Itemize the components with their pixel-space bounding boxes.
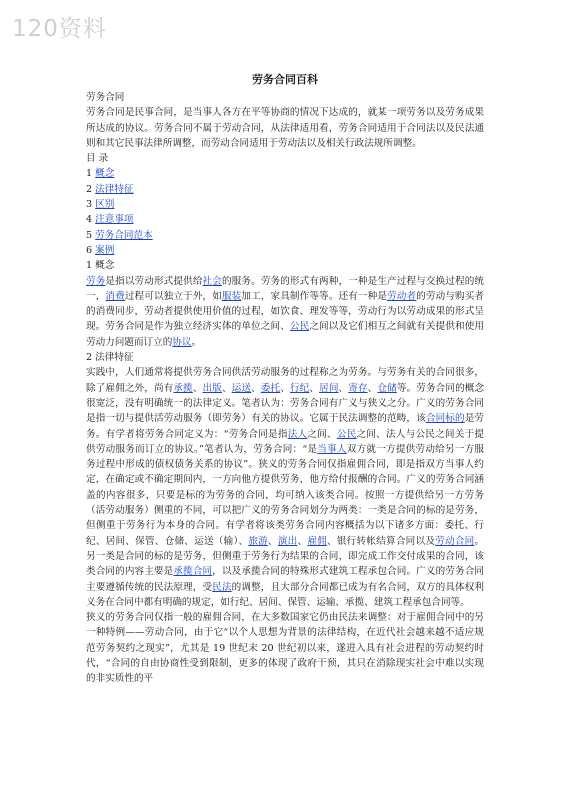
page-title: 劳务合同百科 [252, 73, 318, 86]
paragraph [86, 151, 484, 166]
inline-link[interactable]: 委托 [260, 382, 281, 394]
inline-link[interactable]: 注意事项 [95, 214, 134, 226]
inline-link[interactable]: 概念 [95, 168, 115, 180]
text-run: 的调整，且大部分合同都已成为有名合同，双方的具体权利义务在合同中都有明确的规定，如行纪、居间、保管、运输、承揽、建筑工程承包合同等。 [86, 581, 485, 608]
text-run: 、 [367, 382, 378, 394]
text-run: 、 [309, 382, 320, 394]
inline-link[interactable]: 案例 [95, 244, 115, 256]
text-run: 、 [221, 382, 232, 394]
paragraph [86, 365, 484, 610]
text-run: 劳务合同 [86, 92, 125, 103]
inline-link[interactable]: 民法 [212, 581, 232, 593]
inline-link[interactable]: 消费 [105, 290, 125, 302]
text-run: 、银行转帐结算合同以及 [327, 535, 436, 547]
text-run: 等。劳务合同的概念很宽泛，没有明确统一的法律定义。笔者认为：劳务合同有广义与狭义之分。广义的劳务合同是指一切与提供活劳动服务（即劳务）有关的协议。它属于民法调整的范畴，该 [86, 382, 485, 425]
text-run: 加工，家具制作等等。还有一种是 [241, 290, 388, 302]
text-run: 6 [86, 244, 96, 256]
inline-link[interactable]: 协议 [172, 336, 192, 348]
text-run: 4 [86, 214, 96, 226]
toc-item [86, 182, 484, 197]
inline-link[interactable]: 出版 [202, 382, 222, 394]
text-run: 之间、 [307, 428, 337, 440]
inline-link[interactable]: 劳动者 [387, 290, 417, 302]
inline-link[interactable]: 服装 [221, 290, 242, 302]
text-run: 狭义的劳务合同仅指一般的雇佣合同，在大多数国家它仍由民法来调整：对于雇佣合同中的另一种特例——劳动合同，由于它“以个人思想为背景的法律结构，在近代社会越来越不适应规范劳务契约之现实”，尤其是 19 世纪末 20 世纪初以来，遂进入具有社会进程的劳动契约时代，“合同的自由协商性受到限制，更多的体现了政府干预，其只在消除现实社会中难以实现的非实质性的平 [86, 612, 484, 685]
paragraph [86, 105, 484, 151]
toc-item [86, 197, 484, 212]
text-run: 双方就一方提供劳动给另一方服务过程中形成的债权债务关系的协议”。狭义的劳务合同仅指雇佣合同，即是指双方当事人约定，在确定或不确定期间内，一方向他方提供劳务，他方给付报酬的合同。广义的劳务合同涵盖的内容很多，只要是标的为劳务的合同，均可纳入该类合同。按照一方提供给另一方劳务（活劳动服务）侧重的不同，可以把广义的劳务合同划分为两类：一类是合同的标的是劳务，但侧重于劳务行为本身的合同。有学者将该类劳务合同内容概括为以下诸多方面：委托、行纪、居间、保管、仓储、运送（输）、 [86, 443, 485, 547]
inline-link[interactable]: 区别 [95, 199, 115, 211]
text-run: 1 [86, 168, 96, 180]
inline-link[interactable]: 旅游 [248, 535, 268, 547]
inline-link[interactable]: 运送 [231, 382, 252, 394]
text-run: 的劳动与购买者的消费同步，劳动者提供使用价值的过程，如饮食、理发等等，劳动行为以劳动成果的形式呈现。劳务合同是作为独立经济实体的单位之间、 [86, 290, 485, 333]
inline-link[interactable]: 寄存 [348, 382, 368, 394]
text-run: 、 [297, 535, 308, 547]
paragraph [86, 610, 484, 686]
inline-link[interactable]: 当事人 [317, 443, 347, 455]
toc-item [86, 243, 484, 258]
text-run: 、 [251, 382, 261, 394]
inline-link[interactable]: 雇佣 [307, 535, 328, 547]
text-run: 是指以劳动形式提供给 [105, 275, 203, 287]
inline-link[interactable]: 居间 [319, 382, 339, 394]
text-run: 。 [191, 336, 202, 348]
text-run: ，以及承揽合同的特殊形式建筑工程承包合同。广义的劳务合同主要遵循传统的民法原理，受 [86, 566, 485, 593]
toc-item [86, 166, 484, 181]
text-run: 、 [192, 382, 203, 394]
inline-link[interactable]: 演出 [277, 535, 298, 547]
text-run: 是劳务。有学者将劳务合同定义为：“劳务合同是指 [86, 413, 485, 440]
paragraph [86, 274, 484, 350]
text-run: 之间以及它们相互之间就有关提供和使用劳动力问题而订立的 [86, 321, 485, 348]
inline-link[interactable]: 承揽合同 [173, 566, 213, 578]
text-run: 2 法律特征 [86, 352, 134, 364]
inline-link[interactable]: 社会 [202, 275, 222, 287]
document-body [86, 72, 484, 687]
text-run: 劳务合同是民事合同，是当事人各方在平等协商的情况下达成的，就某一项劳务以及劳务成果所达成的协议。劳务合同不属于劳动合同，从法律适用看，劳务合同适用于合同法以及民法通则和其它民事法律所调整，而劳动合同适用于劳动法以及相关行政法规所调整。 [86, 107, 484, 149]
text-run: 的服务。劳务的形式有两种，一种是生产过程与交换过程的统一， [86, 275, 485, 302]
text-run: 1 概念 [86, 260, 115, 272]
toc-item [86, 228, 484, 243]
text-run: 3 [86, 199, 96, 211]
inline-link[interactable]: 公民 [289, 321, 310, 333]
inline-link[interactable]: 行纪 [289, 382, 310, 394]
toc-item [86, 212, 484, 227]
inline-link[interactable]: 劳动合同 [435, 535, 475, 547]
inline-link[interactable]: 公民 [336, 428, 357, 440]
text-run: 、 [267, 535, 278, 547]
inline-link[interactable]: 法人 [287, 428, 308, 440]
text-run: 、 [338, 382, 349, 394]
text-run: 之间、法人与公民之间关于提供劳动服务而订立的协议。”笔者认为，劳务合同：“是 [86, 428, 485, 455]
paragraph [86, 258, 484, 273]
watermark: 120资料 [12, 16, 107, 42]
inline-link[interactable]: 劳务合同范本 [95, 229, 153, 241]
text-run: 5 [86, 229, 96, 241]
paragraph [86, 90, 484, 105]
inline-link[interactable]: 合同标的 [425, 413, 465, 425]
text-run: 。另一类是合同的标的是劳务，但侧重于劳务行为结果的合同，即完成工作交付成果的合同，该类合同的内容主要是 [86, 535, 485, 578]
text-run: 目 录 [86, 153, 109, 165]
paragraph [86, 350, 484, 365]
inline-link[interactable]: 仓储 [377, 382, 397, 394]
document-content [86, 90, 484, 687]
inline-link[interactable]: 法律特征 [95, 183, 134, 195]
inline-link[interactable]: 劳务 [86, 275, 106, 287]
inline-link[interactable]: 承揽 [173, 382, 193, 394]
text-run: 实践中，人们通常将提供劳务合同供活劳动服务的过程称之为劳务。与劳务有关的合同很多，除了雇佣之外，尚有 [86, 367, 484, 394]
text-run: 2 [86, 183, 96, 195]
text-run: 、 [280, 382, 290, 394]
text-run: 过程可以独立于外，如 [124, 290, 222, 302]
